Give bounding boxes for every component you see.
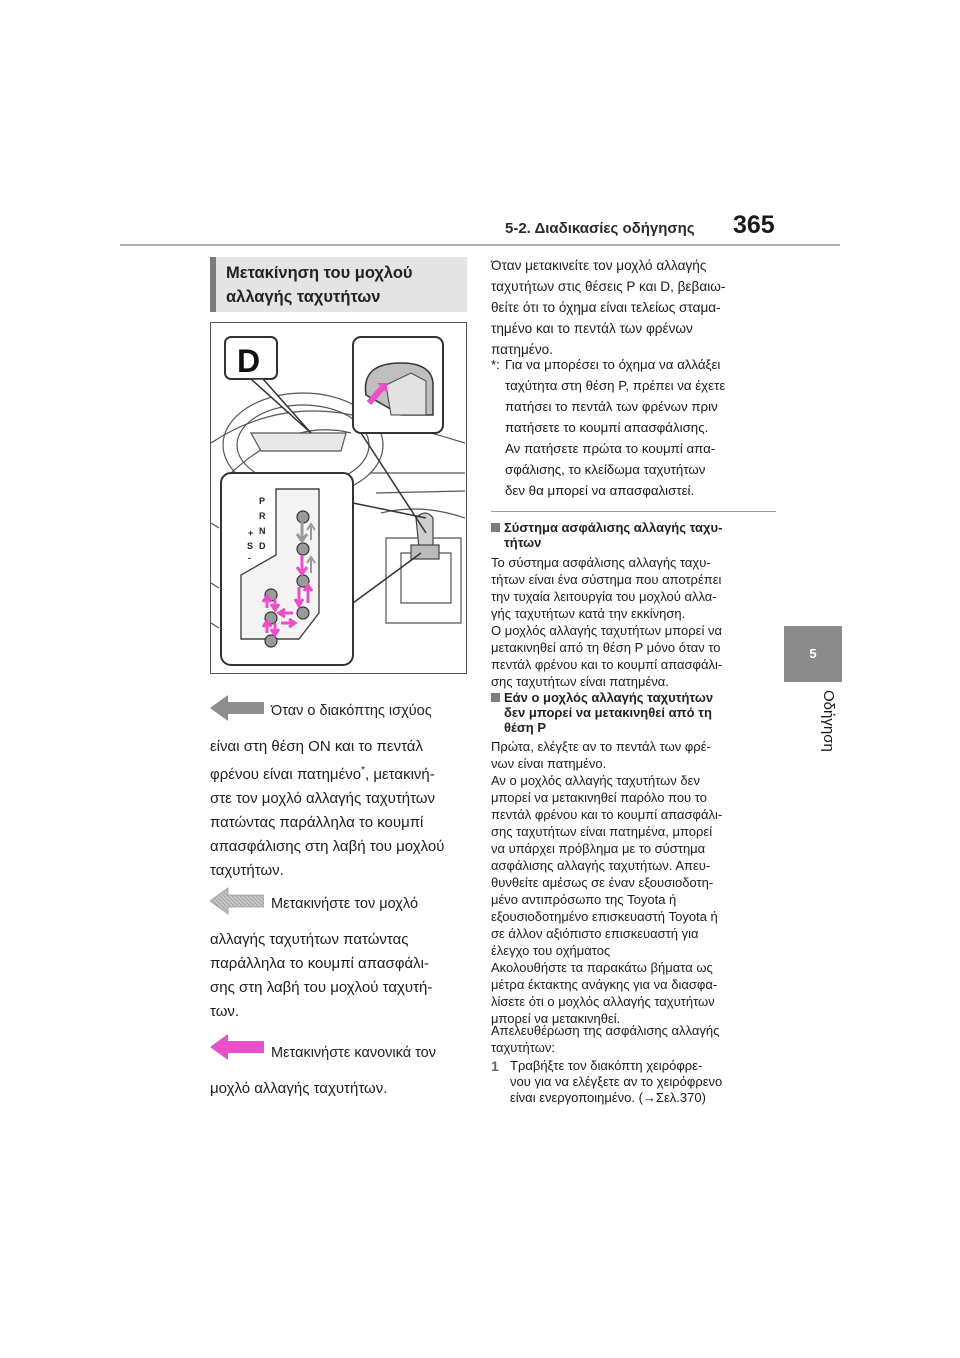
cannot-move-description: Πρώτα, ελέγξτε αν το πεντάλ των φρέ- νων είναι πατημένο. Αν ο μοχλός αλλαγής ταχυτήτων δεν μπορεί να μετακινηθεί παρόλο που το πεντάλ φρένου και το κουμπί απασφάλι- σης ταχυτήτων είναι πατημένα, μπορεί να υπάρχει πρόβλημα με το σύστημα ασφάλισης αλλαγής ταχυτήτων. Απευ- θυνθείτε αμέσως σε έναν εξουσιοδοτη- μένο αντιπρόσωπο της Toyota ή εξουσιοδοτημένο επισκευαστή Toyota ή σε άλλον αξιόπιστο επισκευαστή για έλεγχο του οχήματος Ακολουθήστε τα παρακάτω βήματα ως μέτρα έκτακτης ανάγκης για να διασφα- λίσετε ότι ο μοχλός αλλαγής ταχυτήτων μπορεί να μετακινηθεί. xyxy=(491,739,723,1026)
intro-paragraph xyxy=(491,255,761,360)
header-divider xyxy=(120,244,840,246)
position-r xyxy=(297,543,309,555)
scene-shift-lever xyxy=(411,513,439,559)
legend-2-line: παράλληλα το κουμπί απασφάλι- xyxy=(210,955,430,972)
footnote-line: πατήσετε το κουμπί απασφάλισης. xyxy=(505,420,709,435)
release-intro: Απελευθέρωση της ασφάλισης αλλαγής ταχυτήτων: xyxy=(491,1023,720,1055)
shift-lock-description: Το σύστημα ασφάλισης αλλαγής ταχυ- τήτων είναι ένα σύστημα που αποτρέπει την τυχαία λειτουργία του μοχλού αλλα- γής ταχυτήτων κατά την εκκίνηση. Ο μοχλός αλλαγής ταχυτήτων μπορεί να μετακινηθεί από τη θέση P μόνο όταν το πεντάλ φρένου και το κουμπί απασφάλι- σης ταχυτήτων είναι πατημένα. xyxy=(491,555,723,689)
gate-r: R xyxy=(259,511,266,521)
legend-2-line: αλλαγής ταχυτήτων πατώντας xyxy=(210,931,409,948)
gate-minus: - xyxy=(248,553,251,563)
section-title-line-2: αλλαγής ταχυτήτων xyxy=(226,288,381,306)
intro-line: τημένο και το πεντάλ των φρένων xyxy=(491,321,693,336)
position-p xyxy=(297,511,309,523)
footnote-line: Αν πατήσετε πρώτα το κουμπί απα- xyxy=(505,441,716,456)
legend-2-first-line: Μετακινήστε τον μοχλό xyxy=(271,896,419,912)
legend-2-line: των. xyxy=(210,1003,240,1020)
gate-plus: + xyxy=(248,528,254,538)
gate-d: D xyxy=(259,541,266,551)
legend-1-line: πατώντας παράλληλα το κουμπί xyxy=(210,814,424,831)
legend-1-line: είναι στη θέση ON και το πεντάλ xyxy=(210,738,423,755)
legend-1-line: ταχυτήτων. xyxy=(210,862,284,879)
callout-d-letter: D xyxy=(237,343,261,379)
intro-line: θείτε ότι το όχημα είναι τελείως σταμα- xyxy=(491,300,721,315)
gate-inset xyxy=(221,473,426,665)
legend-3-first-line: Μετακινήστε κανονικά τον xyxy=(271,1045,436,1061)
intro-line: ταχυτήτων στις θέσεις P και D, βεβαιω- xyxy=(491,279,726,294)
step-text: Τραβήξτε τον διακόπτη χειρόφρε- νου για να ελέγξετε αν το χειρόφρενο είναι ενεργοποιημένο. (→Σελ.370) xyxy=(510,1058,723,1105)
gate-s: S xyxy=(247,541,254,551)
cannot-move-heading: Εάν ο μοχλός αλλαγής ταχυτήτων δεν μπορεί να μετακινηθεί από τη θέση P xyxy=(491,690,766,735)
position-d xyxy=(297,607,309,619)
section-title-line-1: Μετακίνηση του μοχλού xyxy=(226,264,413,282)
intro-line: πατημένο. xyxy=(491,342,554,357)
footnote xyxy=(491,354,759,501)
shift-lever-illustration xyxy=(210,322,467,674)
gate-n: N xyxy=(259,526,266,536)
gray-arrow-solid-icon xyxy=(210,693,264,723)
footnote-line: σφάλισης, το κλείδωμα ταχυτήτων xyxy=(505,462,706,477)
gate-p: P xyxy=(259,496,266,506)
legend-2-description xyxy=(210,928,468,1024)
legend-3-description xyxy=(210,1077,468,1101)
illustration-svg xyxy=(211,323,465,672)
chapter-tab-label: Οδήγηση xyxy=(820,690,837,752)
legend-1-line: απασφάλισης στη λαβή του μοχλού xyxy=(210,838,445,855)
section-divider xyxy=(491,511,776,512)
legend-1-description xyxy=(210,735,468,883)
step-number: 1 xyxy=(491,1058,499,1074)
intro-line: Όταν μετακινείτε τον μοχλό αλλαγής xyxy=(491,258,707,273)
chapter-tab[interactable]: 5 xyxy=(784,626,842,682)
footnote-line: δεν θα μπορεί να απασφαλιστεί. xyxy=(505,483,695,498)
legend-2-line: σης στη λαβή του μοχλού ταχυτή- xyxy=(210,979,433,996)
heading-square-icon xyxy=(491,523,500,532)
section-title-box xyxy=(210,257,467,312)
footnote-label: *: xyxy=(491,357,500,372)
footnote-line: Για να μπορέσει το όχημα να αλλάξει xyxy=(505,357,721,372)
pink-arrow-icon xyxy=(210,1032,264,1062)
legend-1-first-line: Όταν ο διακόπτης ισχύος xyxy=(271,703,432,719)
gray-arrow-hatched-icon xyxy=(210,886,264,916)
footnote-mark: * xyxy=(361,765,366,776)
shift-lock-heading: Σύστημα ασφάλισης αλλαγής ταχυ- τήτων xyxy=(491,520,766,550)
header-section-title: 5-2. Διαδικασίες οδήγησης xyxy=(505,220,695,237)
legend-3-line: μοχλό αλλαγής ταχυτήτων. xyxy=(210,1080,388,1097)
legend-1-line: στε τον μοχλό αλλαγής ταχυτήτων xyxy=(210,790,436,807)
page-number: 365 xyxy=(733,211,775,239)
footnote-line: πατήσει το πεντάλ των φρένων πριν xyxy=(505,399,718,414)
footnote-line: ταχύτητα στη θέση P, πρέπει να έχετε xyxy=(505,378,726,393)
legend-1-line-2: φρένου είναι πατημένο*, μετακινή- xyxy=(210,765,435,783)
heading-square-icon xyxy=(491,693,500,702)
